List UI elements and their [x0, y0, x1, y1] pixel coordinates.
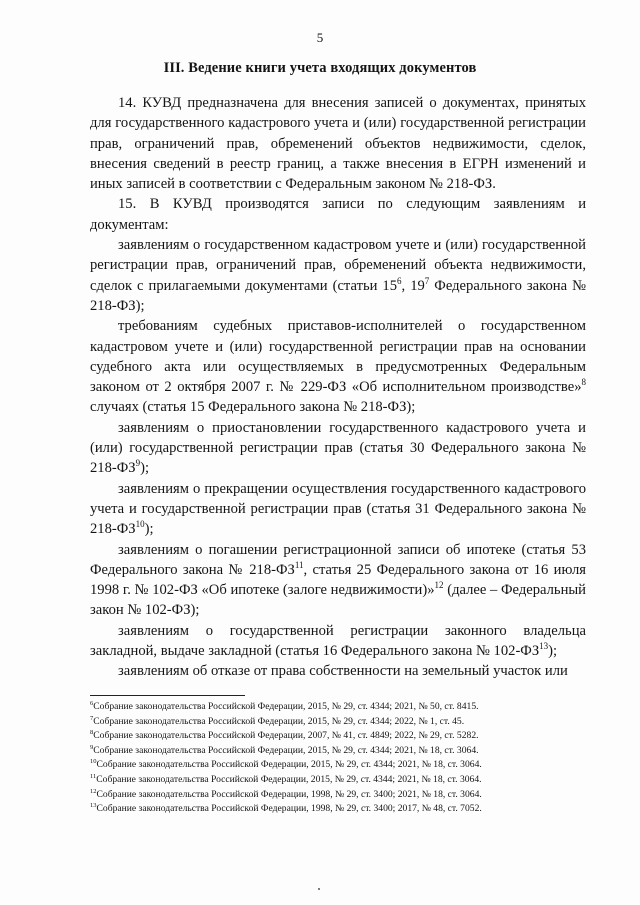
footnote-ref: 12 — [434, 580, 444, 591]
footnote-ref: 8 — [581, 377, 586, 388]
list-item: заявлениям о прекращении осуществления государственного кадастрового учета и государственной регистрации прав (статья 31 Федерального закона № 218-ФЗ$^{10}$); — [90, 480, 586, 538]
footnote: $^9$Собрание законодательства Российской Федерации, 2015, № 29, ст. 4344; 2021, № 18, ст. 3064. — [90, 743, 479, 756]
list-item: требованиям судебных приставов-исполнителей о государственном кадастровом учете и (или) государственной регистрации прав на основании судебного акта или осуществляемых в предусмотренных Федеральным законом от 2 октября 2007 г. № 229-ФЗ «Об исполнительном производстве»$^8$ случаях (статья 15 Федерального закона № 218-ФЗ); — [90, 318, 586, 416]
list-item: заявлениям о погашении регистрационной записи об ипотеке (статья 53 Федерального закона № 218-ФЗ$^{11}$, статья 25 Федерального закона от 16 июля 1998 г. № 102-ФЗ «Об ипотеке (залоге недвижимости)»$^{12}$ (далее – Федеральный закон № 102-ФЗ); — [90, 541, 586, 619]
list-item: заявлениям о приостановлении государственного кадастрового учета и (или) государственной регистрации прав (статья 30 Федерального закона № $218-ФЗ^9$); — [90, 419, 586, 477]
paragraph-15: 15. В КУВД производятся записи по следующим заявлениям и документам: — [90, 196, 586, 233]
footnote: $^{10}$Собрание законодательства Российской Федерации, 2015, № 29, ст. 4344; 2021, № 18, ст. 3064. — [90, 758, 482, 771]
footnote: $^{11}$Собрание законодательства Российской Федерации, 2015, № 29, ст. 4344; 2021, № 18, ст. 3064. — [90, 772, 482, 785]
footnote-ref: 11 — [294, 559, 304, 570]
footnote-ref: 9 — [135, 458, 141, 469]
footnote: $^{13}$Собрание законодательства Российской Федерации, 1998, № 29, ст. 3400; 2017, № 48, ст. 7052. — [90, 802, 482, 815]
paragraph-14: 14. КУВД предназначена для внесения записей о документах, принятых для государственного кадастрового учета и (или) государственной регистрации прав, ограничений прав, обременений объектов недвижимости, сделок, внесения сведений в реестр границ, а также внесения в ЕГРН изменений и иных записей в соответствии с Федеральным законом № 218-ФЗ. — [90, 95, 586, 193]
footnote-ref: 13 — [539, 641, 549, 652]
footnote-separator — [90, 695, 245, 696]
page-number: 5 — [316, 30, 324, 45]
section-title: III. Ведение книги учета входящих документов — [163, 60, 477, 76]
scan-speck — [318, 888, 320, 890]
list-item: заявлениям о государственном кадастровом учете и (или) государственной регистрации прав, ограничений прав, обременений объекта недвижимости, сделок с прилагаемыми документами (статьи $15^6$, $19^7$ Федерального закона № 218-ФЗ); — [90, 237, 587, 314]
list-item: заявлениям об отказе от права собственности на земельный участок или — [118, 663, 568, 680]
footnotes — [90, 700, 590, 817]
document-body — [90, 93, 586, 682]
footnote: $^7$Собрание законодательства Российской Федерации, 2015, № 29, ст. 4344; 2022, № 1, ст. 45. — [90, 714, 465, 727]
footnote-ref: 6 — [397, 275, 402, 286]
footnote-ref: 7 — [424, 275, 430, 286]
list-item: заявлениям о государственной регистрации законного владельца закладной, выдаче закладной (статья 16 Федерального закона № 102-ФЗ$^{13}$); — [90, 622, 586, 660]
footnote: $^{12}$Собрание законодательства Российской Федерации, 1998, № 29, ст. 3400; 2021, № 18, ст. 3064. — [90, 787, 482, 800]
footnote-ref: 10 — [135, 519, 145, 530]
footnote: $^6$Собрание законодательства Российской Федерации, 2015, № 29, ст. 4344; 2021, № 50, ст. 8415. — [90, 700, 479, 712]
footnote: $^8$Собрание законодательства Российской Федерации, 2007, № 41, ст. 4849; 2022, № 29, ст. 5282. — [90, 729, 479, 742]
